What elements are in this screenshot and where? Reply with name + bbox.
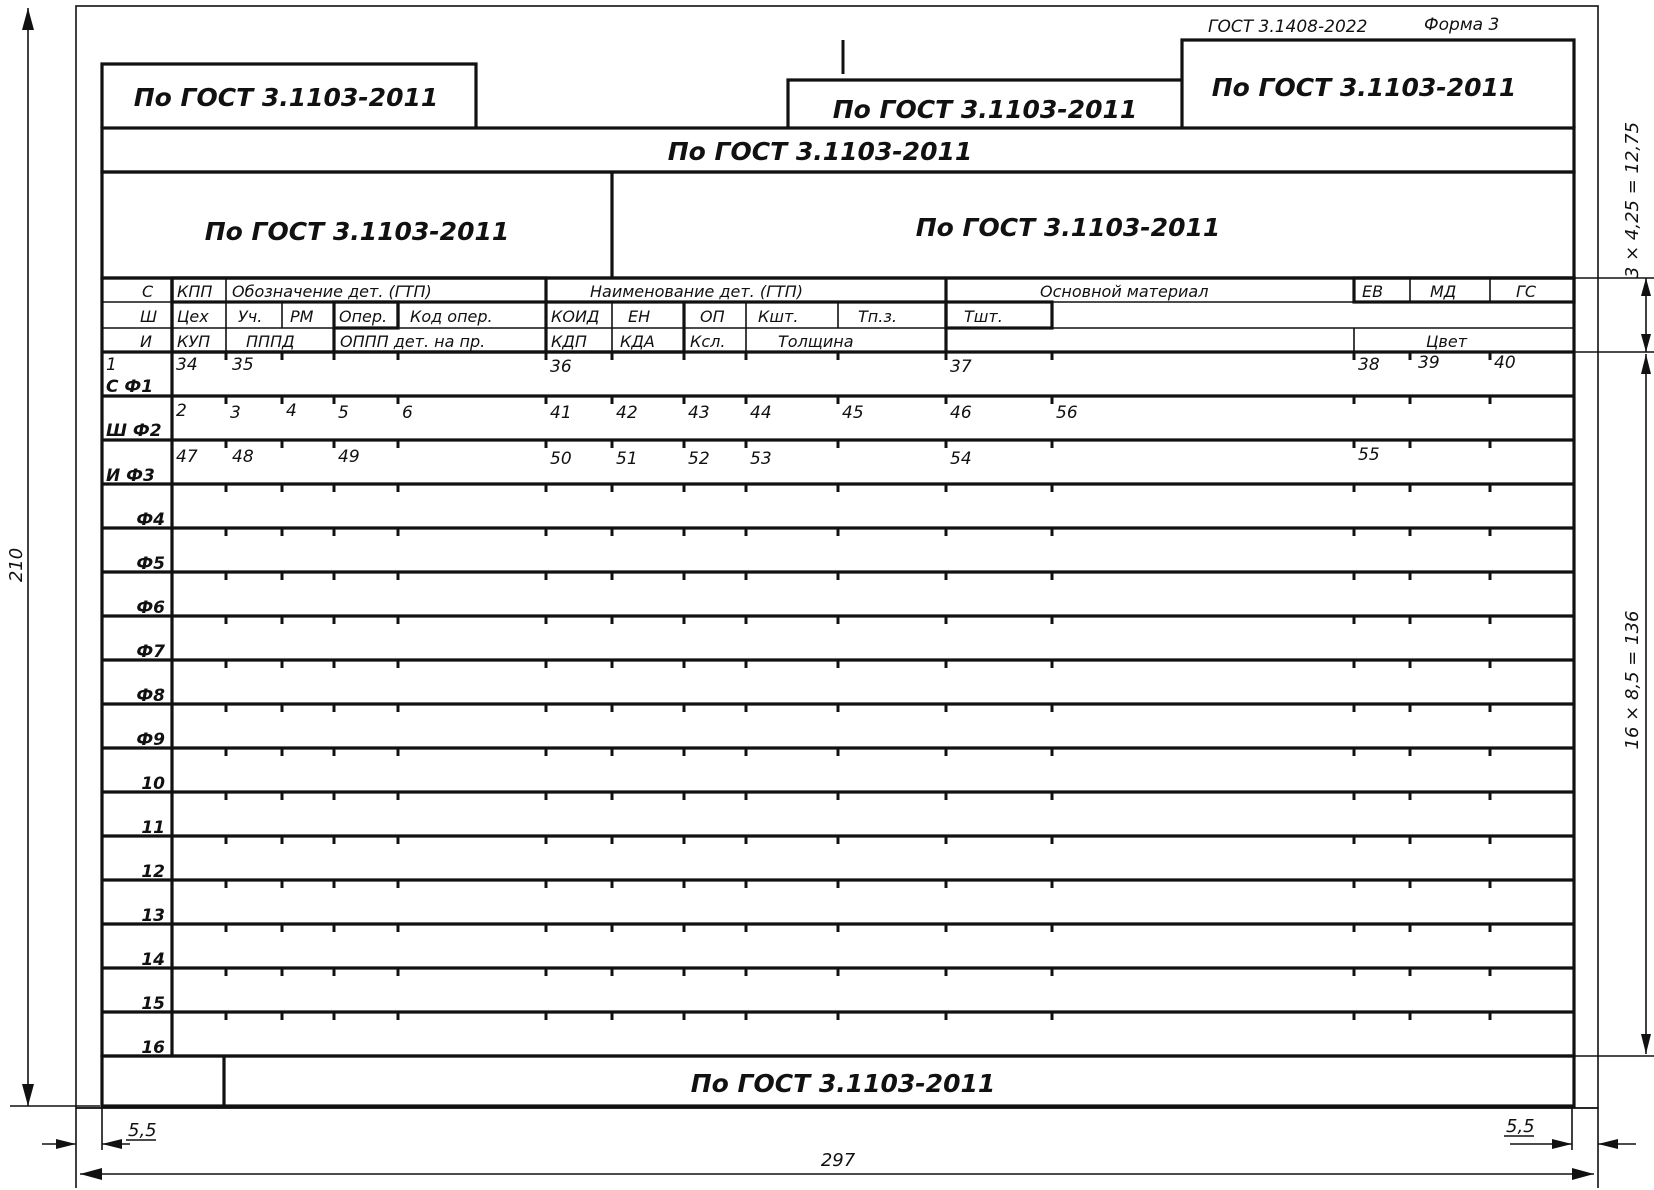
header-row-marker-s: С [142,282,154,301]
header-en: ЕН [628,307,651,326]
header-kpp: КПП [177,282,213,301]
header-tsekh: Цех [177,307,209,326]
bottom-block [102,1056,1574,1106]
row-label-14: 14 [141,950,165,970]
header-pppd: ПППД [246,332,295,351]
field-number: 43 [688,403,710,423]
field-numbers-row-3 [176,445,1380,469]
row-label-5: Ф5 [136,554,165,574]
field-number: 56 [1056,403,1078,423]
row-label-12: 12 [141,862,165,882]
field-number: 45 [842,403,864,423]
row-label-9: Ф9 [136,730,165,750]
header-rm: РМ [290,307,314,326]
field-number: 47 [176,447,198,467]
header-op: ОП [700,307,725,326]
field-number: 34 [176,355,198,375]
header-kda: КДА [620,332,655,351]
dim-body-rows: 16 × 8,5 = 136 [1622,610,1643,750]
header-kdp: КДП [551,332,587,351]
field-numbers-row-1 [106,353,1516,377]
row-label-15: 15 [141,994,165,1014]
title-block [102,40,1574,278]
field-number: 54 [950,449,972,469]
header-material: Основной материал [1040,282,1209,301]
field-number: 44 [750,403,772,423]
header-name: Наименование дет. (ГТП) [590,282,804,301]
field-number: 51 [616,449,638,469]
header-koid: КОИД [551,307,600,326]
header-uch: Уч. [238,307,263,326]
form-standard: ГОСТ 3.1408-2022 [1208,17,1368,37]
dim-margin-right: 5,5 [1506,1116,1535,1137]
row-label-7: Ф7 [136,642,165,662]
row-label-3: И Ф3 [106,466,155,486]
field-number: 50 [550,449,572,469]
field-number: 49 [338,447,360,467]
header-tshht: Тшт. [964,307,1003,326]
ref-box-mid-right: По ГОСТ 3.1103-2011 [915,213,1221,242]
ref-box-top-right: По ГОСТ 3.1103-2011 [1211,73,1517,102]
header-designation: Обозначение дет. (ГТП) [232,282,432,301]
field-number: 48 [232,447,254,467]
header-row-marker-sh: Ш [140,307,158,326]
field-number: 6 [402,403,413,423]
row-label-13: 13 [141,906,165,926]
field-number: 46 [950,403,972,423]
header-ev: ЕВ [1362,282,1384,301]
header-kod-oper: Код опер. [410,307,493,326]
form-number: Форма 3 [1424,15,1500,35]
dim-margin-left: 5,5 [128,1120,157,1141]
row-label-6: Ф6 [136,598,165,618]
ref-bar-full: По ГОСТ 3.1103-2011 [667,137,973,166]
field-number: 41 [550,403,572,423]
ref-bottom: По ГОСТ 3.1103-2011 [690,1069,996,1098]
field-number: 35 [232,355,254,375]
ref-box-mid-left: По ГОСТ 3.1103-2011 [204,217,510,246]
row-label-4: Ф4 [136,510,165,530]
header-thickness: Толщина [778,332,854,351]
service-header-rows [102,278,1574,352]
header-md: МД [1430,282,1457,301]
field-number: 40 [1494,353,1516,373]
field-numbers-row-2 [176,401,1078,423]
ref-box-top-left: По ГОСТ 3.1103-2011 [133,83,439,112]
row-labels [106,377,165,1058]
header-tpz: Тп.з. [858,307,897,326]
dim-sheet-width: 297 [820,1150,856,1171]
dim-sheet-height: 210 [6,547,27,583]
header-gs: ГС [1516,282,1537,301]
field-number: 38 [1358,355,1380,375]
header-color: Цвет [1426,332,1468,351]
header-oper: Опер. [339,307,388,326]
field-number: 42 [616,403,638,423]
field-number: 1 [106,355,117,375]
field-number: 36 [550,357,572,377]
field-number: 39 [1418,353,1440,373]
header-oppp: ОППП дет. на пр. [340,332,486,351]
header-kup: КУП [177,332,211,351]
field-number: 4 [286,401,297,421]
row-label-2: Ш Ф2 [106,421,162,441]
field-number: 2 [176,401,187,421]
field-number: 5 [338,403,349,423]
ref-box-top-middle: По ГОСТ 3.1103-2011 [832,95,1138,124]
row-label-11: 11 [141,818,165,838]
field-number: 53 [750,449,772,469]
header-ksl: Ксл. [690,332,726,351]
header-kshht: Кшт. [758,307,799,326]
operations-rows [102,353,1574,1020]
field-number: 52 [688,449,710,469]
field-number: 55 [1358,445,1380,465]
row-label-10: 10 [141,774,165,794]
header-row-marker-i: И [140,332,152,351]
field-number: 37 [950,357,972,377]
field-number: 3 [230,403,241,423]
row-label-16: 16 [141,1038,165,1058]
dim-header-rows: 3 × 4,25 = 12,75 [1622,121,1643,279]
row-label-8: Ф8 [136,686,165,706]
row-label-1: С Ф1 [106,377,154,397]
